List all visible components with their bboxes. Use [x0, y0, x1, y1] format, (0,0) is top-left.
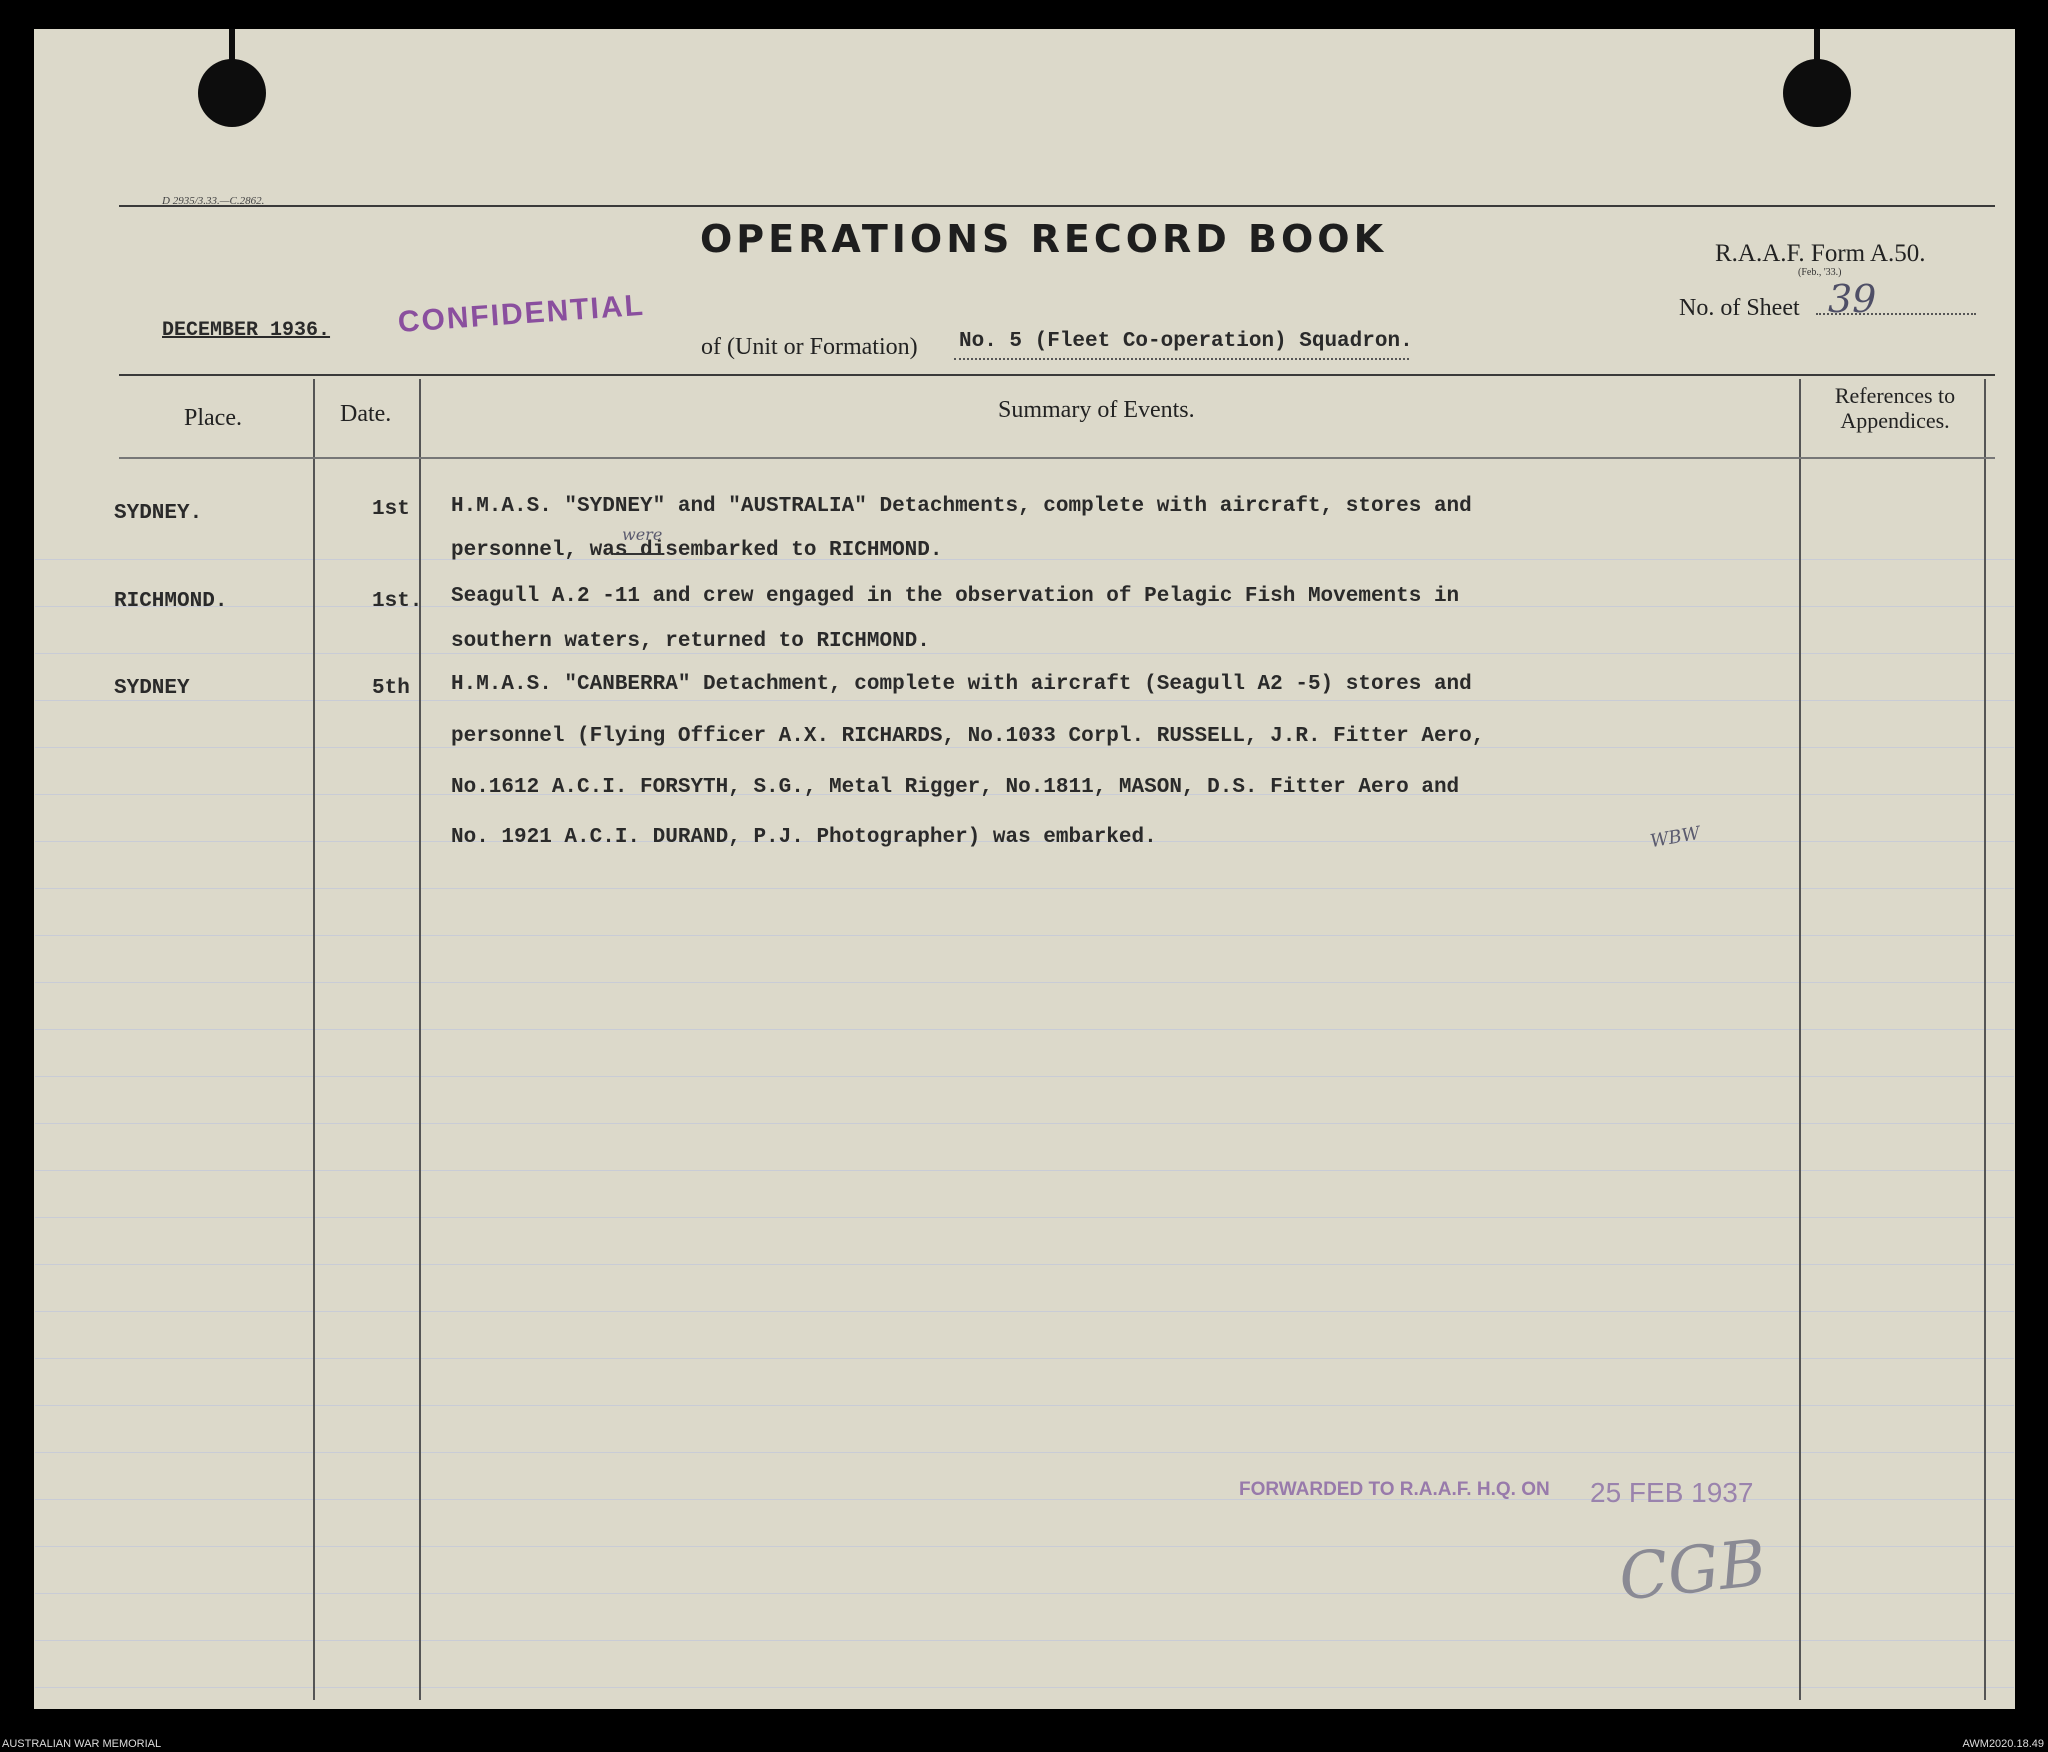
archive-reference: AWM2020.18.49 — [1962, 1738, 2044, 1750]
entry-line: southern waters, returned to RICHMOND. — [451, 630, 930, 653]
month-year: DECEMBER 1936. — [162, 319, 331, 342]
col-header-place: Place. — [184, 405, 242, 431]
sheet-number: 39 — [1828, 277, 1877, 321]
entry-date: 1st. — [372, 590, 423, 613]
entry-line: personnel (Flying Officer A.X. RICHARDS, No.1033 Corpl. RUSSELL, J.R. Fitter Aero, — [451, 725, 1485, 748]
entry-date: 1st — [372, 498, 410, 521]
archive-credit: AUSTRALIAN WAR MEMORIAL — [2, 1738, 162, 1750]
col-header-date: Date. — [340, 401, 392, 427]
header-top-rule — [119, 205, 1995, 207]
print-code: D 2935/3.33.—C.2862. — [162, 195, 265, 207]
form-title: OPERATIONS RECORD BOOK — [700, 217, 1388, 261]
punch-hole-left — [198, 59, 266, 127]
handwritten-correction: were — [622, 525, 663, 544]
sheet-number-label: No. of Sheet — [1679, 295, 1800, 321]
sheet-number-dotted-line — [1816, 313, 1976, 315]
entry-line: H.M.A.S. "SYDNEY" and "AUSTRALIA" Detachments, complete with aircraft, stores and — [451, 495, 1472, 518]
col-divider-summary — [1799, 379, 1801, 1700]
header-bottom-rule — [119, 374, 1995, 376]
forwarded-stamp: FORWARDED TO R.A.A.F. H.Q. ON — [1239, 1479, 1550, 1500]
punch-hole-right — [1783, 59, 1851, 127]
col-divider-date — [419, 379, 421, 1700]
column-header-rule — [119, 457, 1995, 459]
strikethrough-was — [614, 553, 662, 555]
record-sheet — [34, 29, 2015, 1709]
confidential-stamp: CONFIDENTIAL — [396, 288, 646, 339]
entry-line: No.1612 A.C.I. FORSYTH, S.G., Metal Rigger, No.1811, MASON, D.S. Fitter Aero and — [451, 776, 1460, 799]
col-header-references: References to Appendices. — [1834, 383, 1956, 433]
handwritten-initials-1: WBW — [1648, 822, 1702, 853]
col-divider-place — [313, 379, 315, 1700]
unit-label: of (Unit or Formation) — [701, 334, 918, 360]
entry-line: Seagull A.2 -11 and crew engaged in the observation of Pelagic Fish Movements in — [451, 585, 1460, 608]
right-border — [1984, 379, 1986, 1700]
entry-place: RICHMOND. — [114, 590, 228, 613]
form-number: R.A.A.F. Form A.50. — [1715, 240, 1926, 267]
col-header-summary: Summary of Events. — [998, 397, 1195, 423]
handwritten-initials-2: CGB — [1615, 1526, 1770, 1616]
entry-place: SYDNEY — [114, 677, 190, 700]
entry-date: 5th — [372, 677, 410, 700]
form-date: (Feb., '33.) — [1798, 267, 1842, 278]
entry-line: personnel, was disembarked to RICHMOND. — [451, 539, 943, 562]
entry-place: SYDNEY. — [114, 502, 203, 525]
forwarded-date-stamp: 25 FEB 1937 — [1590, 1477, 1754, 1508]
entry-line: No. 1921 A.C.I. DURAND, P.J. Photographer) was embarked. — [451, 826, 1157, 849]
entry-line: H.M.A.S. "CANBERRA" Detachment, complete with aircraft (Seagull A2 -5) stores and — [451, 673, 1472, 696]
unit-dotted-line — [954, 358, 1409, 360]
unit-value: No. 5 (Fleet Co-operation) Squadron. — [959, 330, 1413, 353]
